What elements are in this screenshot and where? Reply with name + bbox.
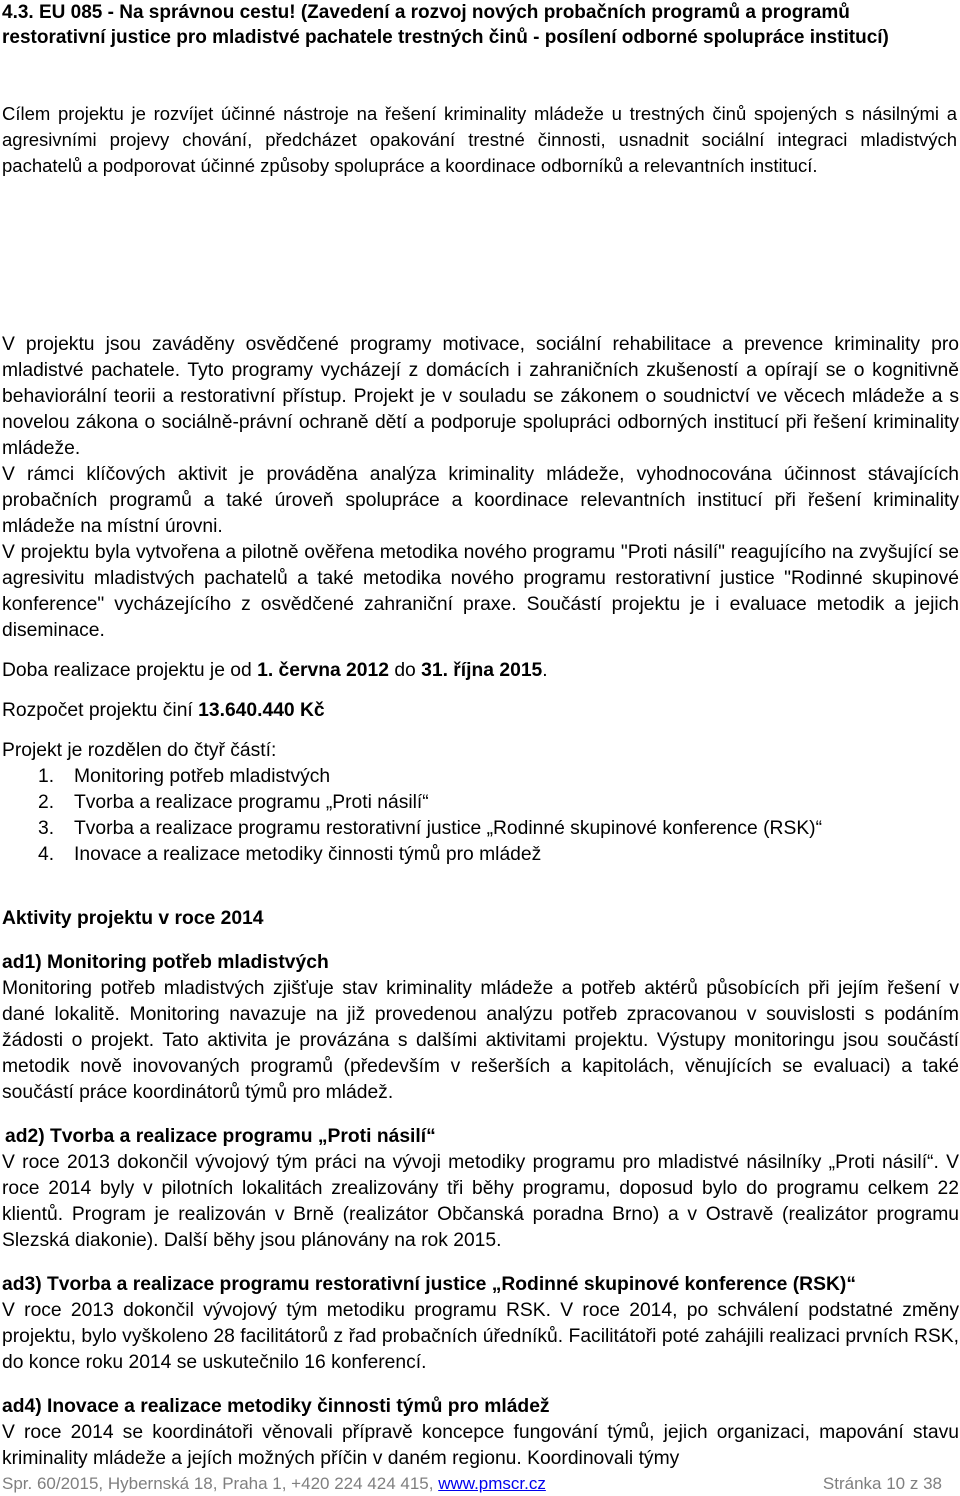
- list-item: [38, 816, 959, 842]
- intro-paragraph: Cílem projektu je rozvíjet účinné nástroje na řešení kriminality mládeže u trestných činů spojených s násilnými a agresivními projevy chování, předcházet opakování trestné činnosti, usnadnit sociální integraci mladistvých pachatelů a podporovat účinné způsoby spolupráce a koordinace odborníků a relevantních institucí.: [2, 103, 957, 176]
- footer-website-link[interactable]: www.pmscr.cz: [438, 1474, 546, 1493]
- duration-end: .: [542, 660, 548, 681]
- ad2-paragraph: V roce 2013 dokončil vývojový tým práci na vývoji metodiky programu pro mladistvé násilníky „Proti násilí“. V roce 2014 byly v pilotních lokalitách zrealizovány tři běhy programu, doposud bylo do programu celkem 22 klientů. Program je realizován v Brně (realizátor Občanská poradna Brno) a v Ostravě (realizátor programu Slezská diakonie). Další běhy jsou plánovány na rok 2015.: [2, 1152, 959, 1251]
- paragraph-methodology: V projektu byla vytvořena a pilotně ověřena metodika nového programu "Proti násilí" reagujícího na zvyšující se agresivitu mladistvých pachatelů a také metodika nového programu restorativní justice "Rodinné skupinové konference" vycházejícího z osvědčené zahraniční praxe. Součástí projektu je i evaluace metodik a jejich diseminace.: [2, 542, 959, 641]
- project-parts-list: [2, 764, 959, 868]
- list-item-number: 3.: [38, 818, 55, 839]
- list-item-text: Inovace a realizace metodiky činnosti týmů pro mládež: [74, 844, 542, 865]
- intro-block: [2, 101, 957, 179]
- list-item-number: 4.: [38, 844, 55, 865]
- page-number: Stránka 10 z 38: [822, 1474, 942, 1493]
- list-item: [38, 842, 959, 868]
- activities-heading: Aktivity projektu v roce 2014: [2, 908, 264, 929]
- budget-value: 13.640.440 Kč: [198, 700, 325, 721]
- ad2-heading: ad2) Tvorba a realizace programu „Proti násilí“: [5, 1126, 436, 1147]
- ad1-heading: ad1) Monitoring potřeb mladistvých: [2, 952, 329, 973]
- section-title: EU 085 - Na správnou cestu! (Zavedení a rozvoj nových probačních programů a programů restorativní justice pro mladistvé pachatele trestných činů - posílení odborné spolupráce institucí): [2, 2, 889, 48]
- ad3-heading: ad3) Tvorba a realizace programu restorativní justice „Rodinné skupinové konference (RSK)“: [2, 1274, 856, 1295]
- section-heading: [2, 0, 957, 50]
- list-item-text: Tvorba a realizace programu „Proti násilí“: [74, 792, 429, 813]
- ad4-paragraph: V roce 2014 se koordinátoři věnovali přípravě koncepce fungování týmů, jejich organizaci, mapování stavu kriminality mládeže a jejích možných příčin v daném regionu. Koordinovali týmy: [2, 1422, 959, 1469]
- duration-from: 1. června 2012: [257, 660, 389, 681]
- ad4-heading: ad4) Inovace a realizace metodiky činnosti týmů pro mládež: [2, 1396, 550, 1417]
- list-item-number: 1.: [38, 766, 55, 787]
- footer-address-text: Spr. 60/2015, Hybernská 18, Praha 1, +420 224 424 415,: [2, 1474, 439, 1493]
- project-duration: [2, 658, 959, 684]
- duration-prefix: Doba realizace projektu je od: [2, 660, 258, 681]
- list-item-text: Monitoring potřeb mladistvých: [74, 766, 331, 787]
- paragraph-key-activities: V rámci klíčových aktivit je prováděna analýza kriminality mládeže, vyhodnocována účinnost stávajících probačních programů a také úroveň spolupráce a koordinace relevantních institucí při řešení kriminality mládeže na místní úrovni.: [2, 464, 959, 537]
- ad3-paragraph: V roce 2013 dokončil vývojový tým metodiku programu RSK. V roce 2014, po schválení podstatné změny projektu, bylo vyškoleno 28 facilitátorů z řad probačních úředníků. Facilitátoři poté zahájili realizaci prvních RSK, do konce roku 2014 se uskutečnilo 16 konferencí.: [2, 1300, 959, 1373]
- list-item-number: 2.: [38, 792, 55, 813]
- project-budget: [2, 698, 959, 724]
- section-number: 4.3.: [2, 2, 34, 23]
- paragraph-programs: V projektu jsou zaváděny osvědčené programy motivace, sociální rehabilitace a prevence kriminality pro mladistvé pachatele. Tyto programy vycházejí z domácích i zahraničních zkušeností a opírají se o kognitivně behaviorální teorii a restorativní přístup. Projekt je v souladu se zákonem o soudnictví ve věcech mládeže a s novelou zákona o sociálně-právní ochraně dětí a podporuje spolupráci odborných institucí při řešení kriminality mládeže.: [2, 334, 959, 459]
- parts-intro: Projekt je rozdělen do čtyř částí:: [2, 740, 277, 761]
- footer-address: [2, 1473, 546, 1495]
- main-body: [2, 332, 959, 1472]
- budget-prefix: Rozpočet projektu činí: [2, 700, 199, 721]
- list-item: [38, 764, 959, 790]
- duration-to: 31. října 2015: [421, 660, 543, 681]
- duration-mid: do: [388, 660, 422, 681]
- list-item-text: Tvorba a realizace programu restorativní justice „Rodinné skupinové konference (RSK)“: [74, 818, 823, 839]
- list-item: [38, 790, 959, 816]
- ad1-paragraph: Monitoring potřeb mladistvých zjišťuje stav kriminality mládeže a potřeb aktérů působících při jejím řešení v dané lokalitě. Monitoring navazuje na již provedenou analýzu potřeb zpracovanou v souvislosti s podáním žádosti o projekt. Tato aktivita je provázána s dalšími aktivitami projektu. Výstupy monitoringu jsou součástí metodik nově inovovaných programů (především v rešerších a kapitolách, věnujících se evaluaci) a také součástí práce koordinátorů týmů pro mládež.: [2, 978, 959, 1103]
